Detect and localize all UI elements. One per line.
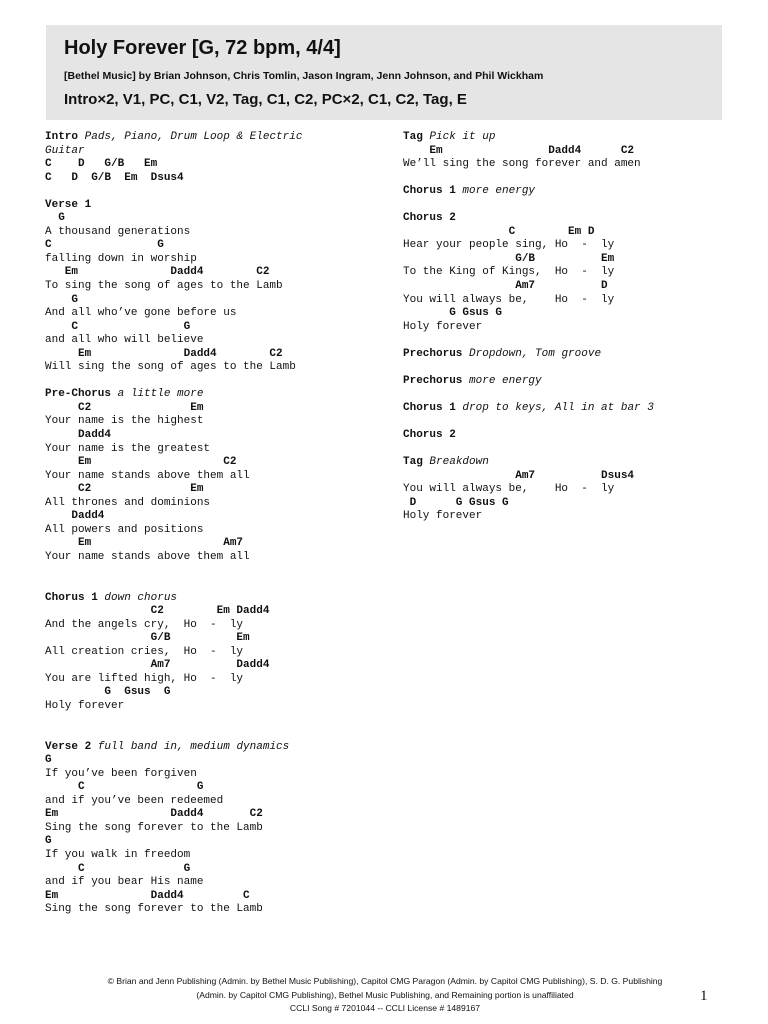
- chord-line: G Gsus G: [403, 307, 503, 320]
- song-header: [46, 25, 722, 120]
- lyric-line: You will always be, Ho - ly: [403, 293, 615, 306]
- section-heading: [45, 199, 385, 213]
- chord-line: Em Dadd4 C2: [45, 347, 283, 360]
- chord-line: C G: [45, 239, 164, 252]
- lyric-line: All powers and positions: [45, 523, 204, 536]
- blank-line: [45, 185, 385, 199]
- chord-line: Em Dadd4 C2: [45, 266, 270, 279]
- chord-line: C D G/B Em Dsus4: [45, 171, 184, 184]
- section-label: Verse 1: [45, 198, 92, 211]
- section-heading: [403, 429, 723, 443]
- blank-line: [403, 388, 723, 402]
- blank-line: [45, 578, 385, 592]
- blank-line: [403, 199, 723, 213]
- section-heading: [403, 185, 723, 199]
- section-note: drop to keys, All in at bar 3: [455, 401, 654, 414]
- section-heading: [403, 348, 723, 362]
- section-label: Intro: [45, 131, 79, 143]
- lyric-line: and if you’ve been redeemed: [45, 794, 224, 807]
- lyric-line: You will always be, Ho - ly: [403, 483, 615, 496]
- chord-line: G: [45, 835, 52, 848]
- copyright-line: © Brian and Jenn Publishing (Admin. by Bethel Music Publishing), Capitol CMG Paragon (Admin. by Capitol CMG Publishing), S. D. G. Publishing: [107, 976, 663, 986]
- section-heading: [403, 456, 723, 470]
- chord-line: G/B Em: [403, 252, 615, 265]
- section-note: down chorus: [97, 591, 178, 604]
- section-heading: [403, 375, 723, 389]
- lyric-line: If you’ve been forgiven: [45, 767, 197, 780]
- chord-line: C G: [45, 320, 191, 333]
- section-label: Tag: [403, 131, 423, 143]
- lyric-line: To the King of Kings, Ho - ly: [403, 266, 615, 279]
- chord-line: G: [45, 293, 79, 306]
- section-heading: [45, 592, 385, 606]
- section-heading: [45, 741, 385, 755]
- lyric-line: We’ll sing the song forever and amen: [403, 158, 641, 171]
- section-label: Prechorus: [403, 374, 463, 387]
- lyric-line: A thousand generations: [45, 225, 191, 238]
- copyright-line: (Admin. by Capitol CMG Publishing), Bethel Music Publishing, and Remaining portion is unaffiliated: [196, 989, 574, 1000]
- chord-line: G/B Em: [45, 632, 250, 645]
- lyric-line: Will sing the song of ages to the Lamb: [45, 361, 296, 374]
- song-structure: Intro×2, V1, PC, C1, V2, Tag, C1, C2, PC×2, C1, C2, Tag, E: [64, 91, 467, 108]
- section-label: Tag: [403, 456, 423, 469]
- lyric-line: Your name is the greatest: [45, 442, 211, 455]
- section-heading: [45, 131, 385, 145]
- copyright-footer: [40, 975, 730, 1016]
- chord-line: Dadd4: [45, 510, 105, 523]
- section-label: Chorus 1: [403, 401, 456, 414]
- chord-line: D G Gsus G: [403, 496, 509, 509]
- section-note: Pads, Piano, Drum Loop & Electric: [78, 131, 303, 143]
- lyric-line: You are lifted high, Ho - ly: [45, 672, 244, 685]
- blank-line: [403, 334, 723, 348]
- chord-line: G Gsus G: [45, 686, 171, 699]
- chord-line: Am7 D: [403, 280, 608, 293]
- chord-line: C2 Em Dadd4: [45, 605, 270, 618]
- blank-line: [403, 415, 723, 429]
- song-title: Holy Forever [G, 72 bpm, 4/4]: [64, 37, 341, 59]
- lyric-line: Hear your people sing, Ho - ly: [403, 239, 615, 252]
- song-authors: [Bethel Music] by Brian Johnson, Chris Tomlin, Jason Ingram, Jenn Johnson, and Phil Wickham: [64, 70, 544, 82]
- lyric-line: Holy forever: [403, 320, 483, 333]
- section-heading: [403, 212, 723, 226]
- lyric-line: All creation cries, Ho - ly: [45, 645, 244, 658]
- lyric-line: All thrones and dominions: [45, 496, 211, 509]
- section-label: Prechorus: [403, 347, 463, 360]
- lyric-line: Your name stands above them all: [45, 469, 250, 482]
- chart-column-right: [403, 131, 723, 524]
- blank-line: [45, 727, 385, 741]
- page-number: 1: [700, 988, 708, 1004]
- lyric-line: And all who’ve gone before us: [45, 307, 237, 320]
- chord-line: G: [45, 754, 52, 767]
- section-heading: [403, 402, 723, 416]
- section-label: Pre-Chorus: [45, 388, 112, 401]
- section-note: Guitar: [45, 144, 85, 157]
- lyric-line: Your name stands above them all: [45, 550, 250, 563]
- section-note: full band in, medium dynamics: [91, 740, 290, 753]
- chord-line: Dadd4: [45, 429, 112, 442]
- blank-line: [403, 361, 723, 375]
- chord-line: G: [45, 212, 65, 225]
- lyric-line: To sing the song of ages to the Lamb: [45, 280, 283, 293]
- lyric-line: Holy forever: [403, 510, 483, 523]
- chord-line: Am7 Dsus4: [403, 469, 635, 482]
- chord-line: Em Dadd4 C2: [403, 144, 635, 157]
- blank-line: [403, 443, 723, 457]
- chord-line: Em Am7: [45, 537, 244, 550]
- section-note: a little more: [111, 388, 204, 401]
- section-label: Verse 2: [45, 740, 92, 753]
- section-label: Chorus 1: [45, 591, 98, 604]
- lyric-line: and if you bear His name: [45, 876, 204, 889]
- lyric-line: Sing the song forever to the Lamb: [45, 903, 263, 916]
- chart-column-left: [45, 131, 385, 917]
- section-heading: [403, 131, 723, 145]
- lyric-line: Holy forever: [45, 699, 125, 712]
- chord-line: C2 Em: [45, 483, 204, 496]
- chord-line: C D G/B Em: [45, 158, 158, 171]
- blank-line: [45, 714, 385, 728]
- section-note: Breakdown: [422, 456, 489, 469]
- blank-line: [45, 375, 385, 389]
- chord-line: Em Dadd4 C: [45, 889, 250, 902]
- chord-line: C Em D: [403, 225, 595, 238]
- section-note: more energy: [462, 374, 542, 387]
- section-label: Chorus 2: [403, 429, 456, 442]
- ccli-line: CCLI Song # 7201044 -- CCLI License # 1489167: [289, 1003, 481, 1013]
- blank-line: [45, 565, 385, 579]
- section-note: Pick it up: [422, 131, 496, 143]
- lyric-line: and all who will believe: [45, 334, 204, 347]
- lyric-line: falling down in worship: [45, 252, 197, 265]
- chord-line: C2 Em: [45, 401, 204, 414]
- chord-line: C G: [45, 781, 204, 794]
- section-label: Chorus 1: [403, 185, 456, 198]
- lyric-line: And the angels cry, Ho - ly: [45, 618, 244, 631]
- section-note: more energy: [455, 185, 536, 198]
- chord-line: Em C2: [45, 456, 237, 469]
- chord-line: C G: [45, 862, 191, 875]
- lyric-line: If you walk in freedom: [45, 848, 191, 861]
- chord-line: Am7 Dadd4: [45, 659, 270, 672]
- section-label: Chorus 2: [403, 212, 456, 225]
- chord-line: Em Dadd4 C2: [45, 808, 263, 821]
- section-note: Dropdown, Tom groove: [462, 347, 602, 360]
- section-heading: [45, 388, 385, 402]
- lyric-line: Your name is the highest: [45, 415, 204, 428]
- blank-line: [403, 172, 723, 186]
- lyric-line: Sing the song forever to the Lamb: [45, 821, 263, 834]
